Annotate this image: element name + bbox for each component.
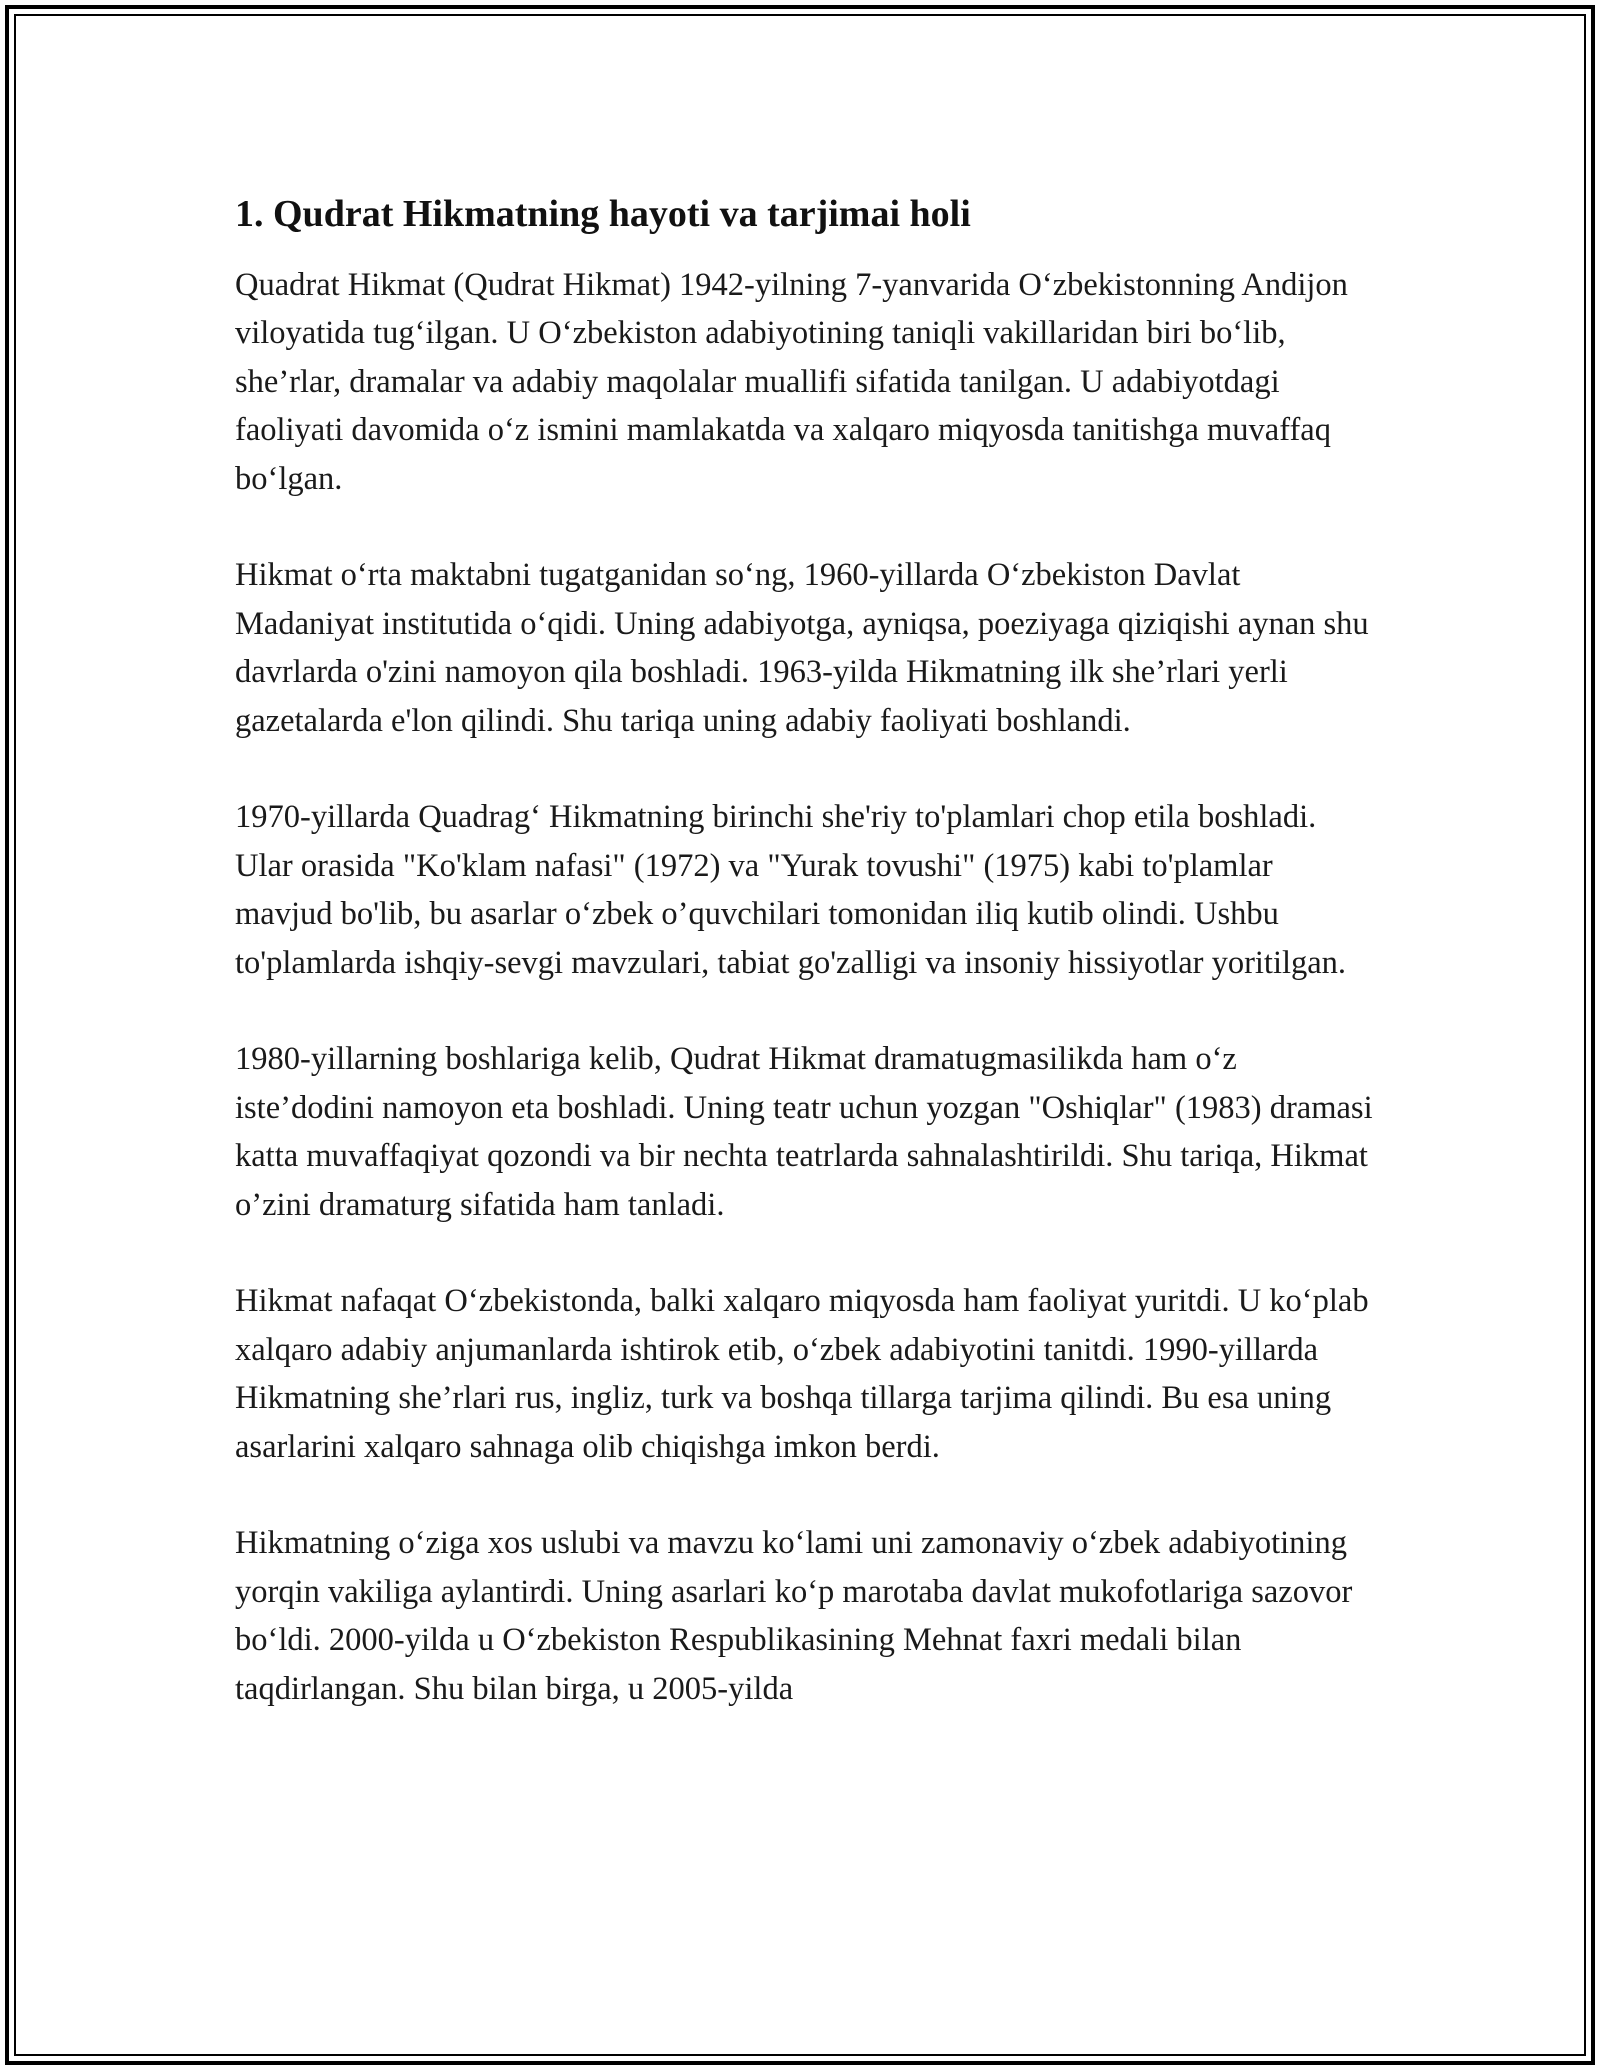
- paragraph-3: 1970-yillarda Quadrag‘ Hikmatning birinchi she'riy to'plamlari chop etila boshladi. Ular orasida "Ko'klam nafasi" (1972) va "Yurak tovushi" (1975) kabi to'plamlar mavjud bo'lib, bu asarlar o‘zbek o’quvchilari tomonidan iliq kutib olindi. Ushbu to'plamlarda ishqiy-sevgi mavzulari, tabiat go'zalligi va insoniy hissiyotlar yoritilgan.: [235, 799, 1347, 981]
- paragraph-6: Hikmatning o‘ziga xos uslubi va mavzu ko‘lami uni zamonaviy o‘zbek adabiyotining yorqin vakiliga aylantirdi. Uning asarlari ko‘p marotaba davlat mukofotlariga sazovor bo‘ldi. 2000-yilda u O‘zbekiston Respublikasining Mehnat faxri medali bilan taqdirlangan. Shu bilan birga, u 2005-yilda: [235, 1525, 1353, 1707]
- paragraph-1: Quadrat Hikmat (Qudrat Hikmat) 1942-yilning 7-yanvarida O‘zbekistonning Andijon viloyatida tug‘ilgan. U O‘zbekiston adabiyotining taniqli vakillaridan biri bo‘lib, she’rlar, dramalar va adabiy maqolalar muallifi sifatida tanilgan. U adabiyotdagi faoliyati davomida o‘z ismini mamlakatda va xalqaro miqyosda tanitishga muvaffaq bo‘lgan.: [235, 267, 1348, 497]
- document-body: [235, 185, 1375, 1762]
- section-heading: 1. Qudrat Hikmatning hayoti va tarjimai holi: [235, 193, 971, 235]
- paragraph-4: 1980-yillarning boshlariga kelib, Qudrat Hikmat dramatugmasilikda ham o‘z iste’dodini namoyon eta boshladi. Uning teatr uchun yozgan "Oshiqlar" (1983) dramasi katta muvaffaqiyat qozondi va bir nechta teatrlarda sahnalashtirildi. Shu tariqa, Hikmat o’zini dramaturg sifatida ham tanladi.: [235, 1041, 1373, 1223]
- paragraph-2: Hikmat o‘rta maktabni tugatganidan so‘ng, 1960-yillarda O‘zbekiston Davlat Madaniyat institutida o‘qidi. Uning adabiyotga, ayniqsa, poeziyaga qiziqishi aynan shu davrlarda o'zini namoyon qila boshladi. 1963-yilda Hikmatning ilk she’rlari yerli gazetalarda e'lon qilindi. Shu tariqa uning adabiy faoliyati boshlandi.: [235, 557, 1369, 739]
- paragraph-5: Hikmat nafaqat O‘zbekistonda, balki xalqaro miqyosda ham faoliyat yuritdi. U ko‘plab xalqaro adabiy anjumanlarda ishtirok etib, o‘zbek adabiyotini tanitdi. 1990-yillarda Hikmatning she’rlari rus, ingliz, turk va boshqa tillarga tarjima qilindi. Bu esa uning asarlarini xalqaro sahnaga olib chiqishga imkon berdi.: [235, 1283, 1369, 1465]
